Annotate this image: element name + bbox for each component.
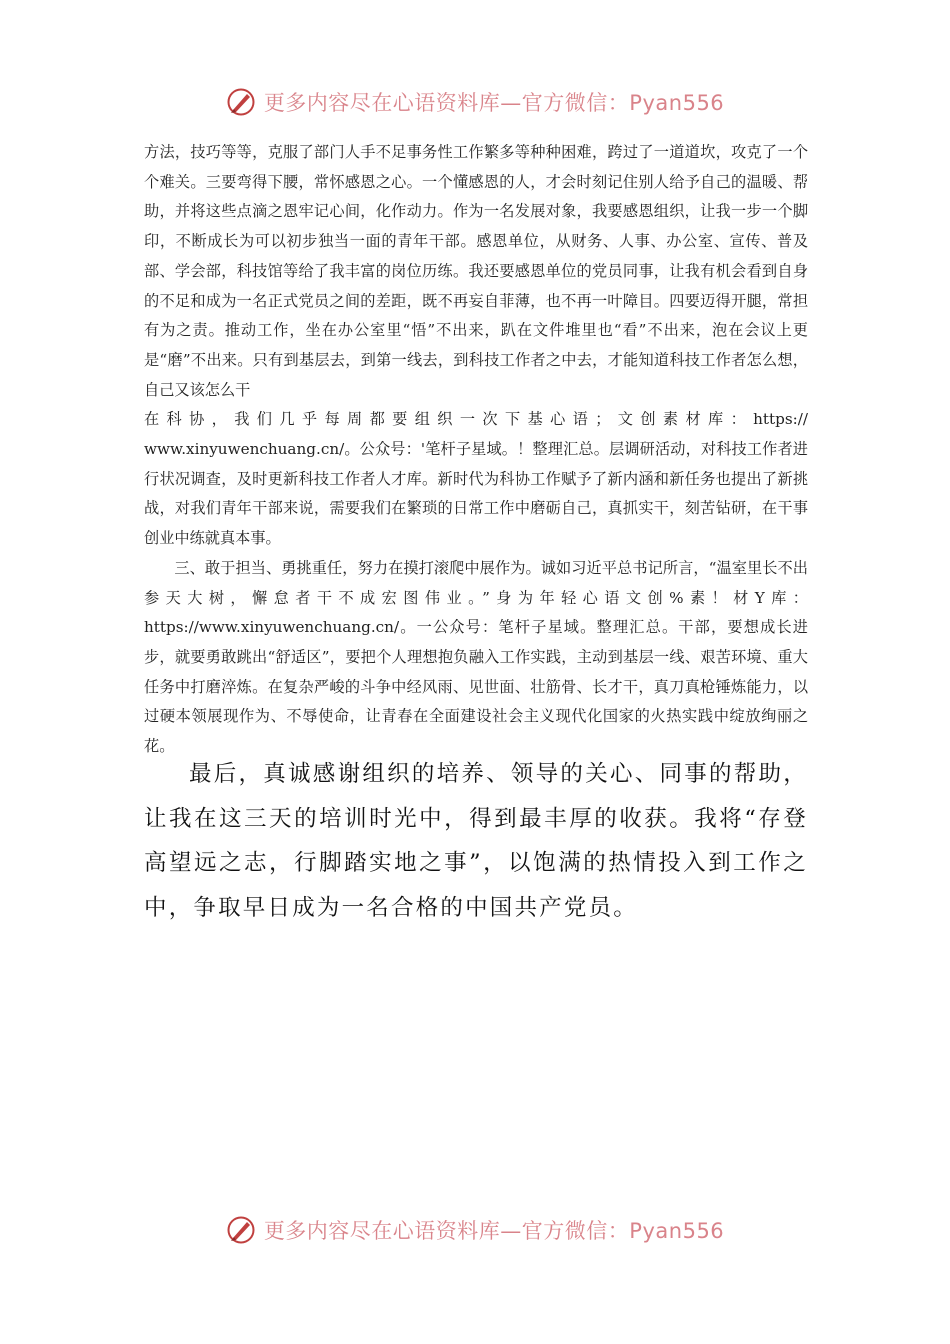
pen-circle-logo-icon bbox=[226, 87, 256, 117]
header-banner bbox=[0, 82, 950, 122]
pen-circle-logo-icon bbox=[226, 1215, 256, 1245]
closing-paragraph: 最后，真诚感谢组织的培养、领导的关心、同事的帮助，让我在这三天的培训时光中，得到最丰厚的收获。我将“存登高望远之志，行脚踏实地之事”，以饱满的热情投入到工作之中，争取早日成为一名合格的中国共产党员。 bbox=[144, 761, 808, 921]
paragraph-1-main: 方法，技巧等等，克服了部门人手不足事务性工作繁多等种种困难，跨过了一道道坎，攻克了一个个难关。三要弯得下腰，常怀感恩之心。一个懂感恩的人，才会时刻记住别人给予自己的温暖、帮助，并将这些点滴之恩牢记心间，化作动力。作为一名发展对象，我要感恩组织，让我一步一个脚印，不断成长为可以初步独当一面的青年干部。感恩单位，从财务、人事、办公室、宣传、普及部、学会部，科技馆等给了我丰富的岗位历练。我还要感恩单位的党员同事，让我有机会看到自身的不足和成为一名正式党员之间的差距，既不再妄自菲薄，也不再一叶障目。四要迈得开腿，常担有为之责。推动工作，坐在办公室里“悟”不出来，趴在文件堆里也“看”不出来，泡在会议上更是“磨”不出来。只有到基层去，到第一线去，到科技工作者之中去，才能知道科技工作者怎么想，自己又该怎么干 bbox=[144, 143, 808, 399]
body-text bbox=[144, 138, 808, 762]
footer-banner bbox=[0, 1210, 950, 1250]
paragraph-1-spread-line: 在科协，我们几乎每周都要组织一次下基心语；文创素材库：https:// bbox=[144, 410, 808, 429]
paragraph-2: 三、敢于担当、勇挑重任，努力在摸打滚爬中展作为。诚如习近平总书记所言，“温室里长不出参天大树，懈怠者干不成宏图伟业。”身为年轻心语文创%素！材Y库：https://www.xinyuwenchuang.cn/。一公众号：笔杆子星域。整理汇总。干部，要想成长进步，就要勇敢跳出“舒适区”，要把个人理想抱负融入工作实践，主动到基层一线、艰苦环境、重大任务中打磨淬炼。在复杂严峻的斗争中经风雨、见世面、壮筋骨、长才干，真刀真枪锤炼能力，以过硬本领展现作为、不辱使命，让青春在全面建设社会主义现代化国家的火热实践中绽放绚丽之花。 bbox=[144, 558, 808, 756]
header-banner-text: 更多内容尽在心语资料库—官方微信：Pyan556 bbox=[263, 91, 725, 115]
footer-banner-text: 更多内容尽在心语资料库—官方微信：Pyan556 bbox=[263, 1219, 725, 1243]
paragraph-1-tail: www.xinyuwenchuang.cn/。公众号：'笔杆子星域。！整理汇总。层调研活动，对科技工作者进行状况调查，及时更新科技工作者人才库。新时代为科协工作赋予了新内涵和新任务也提出了新挑战，对我们青年干部来说，需要我们在繁琐的日常工作中磨砺自己，真抓实干，刻苦钻研，在干事创业中练就真本事。 bbox=[144, 440, 808, 548]
